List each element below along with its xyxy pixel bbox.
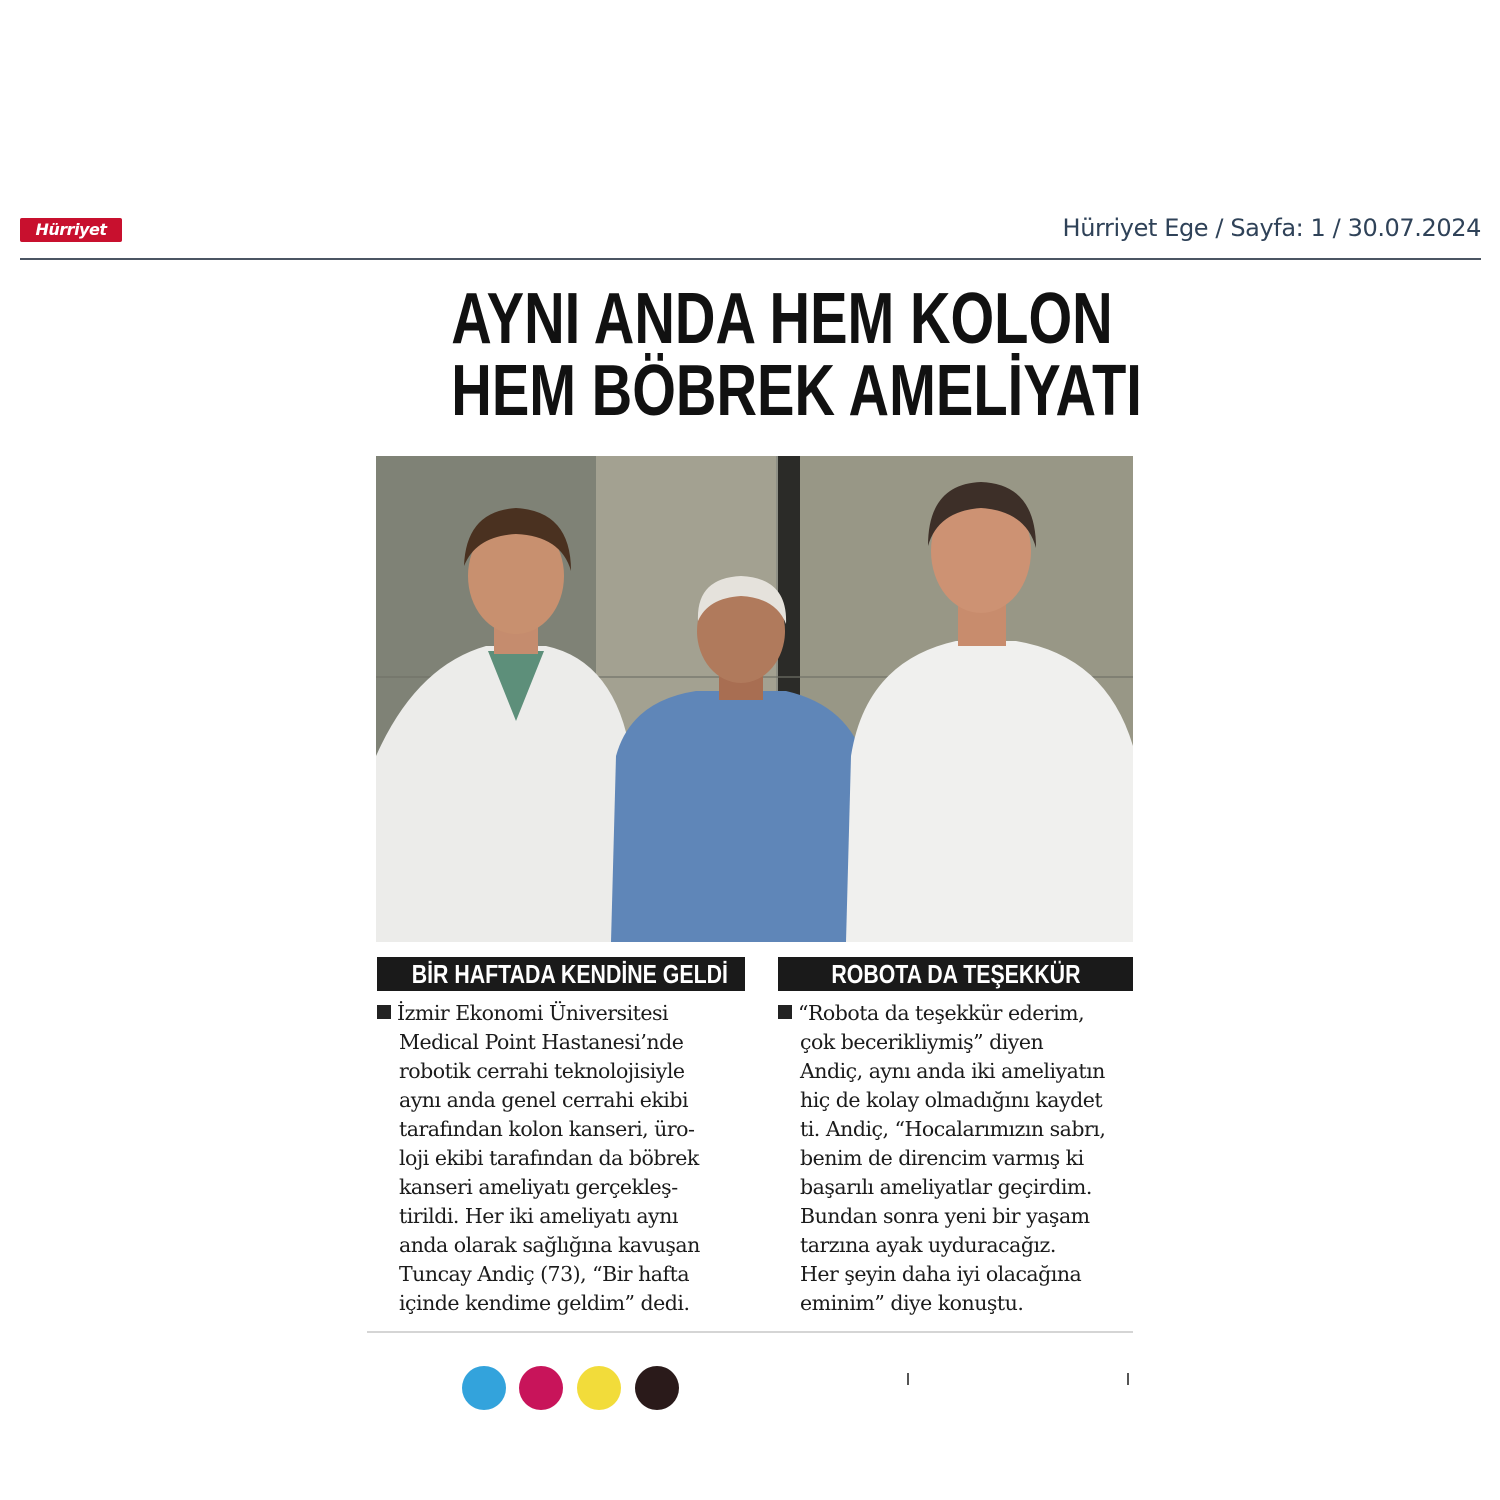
text-line: İzmir Ekonomi Üniversitesi: [377, 999, 747, 1028]
hurriyet-logo: Hürriyet: [20, 218, 122, 242]
text-line: hiç de kolay olmadığını kaydet: [800, 1088, 1103, 1112]
text-line: Tuncay Andiç (73), “Bir hafta: [399, 1262, 690, 1286]
text-line: benim de direncim varmış ki: [800, 1146, 1084, 1170]
text-line: içinde kendime geldim” dedi.: [399, 1291, 690, 1315]
article-headline: [451, 279, 1142, 431]
headline-line: AYNI ANDA HEM KOLON: [451, 279, 1113, 359]
text-line: çok becerikliymiş” diyen: [800, 1030, 1044, 1054]
text-line: Medical Point Hastanesi’nde: [399, 1030, 684, 1054]
column-subheading: BİR HAFTADA KENDİNE GELDİ: [377, 957, 745, 991]
text-line: loji ekibi tarafından da böbrek: [399, 1146, 699, 1170]
registration-mark-magenta: [519, 1366, 563, 1410]
text-line: tarafından kolon kanseri, üro-: [399, 1117, 695, 1141]
headline-line: HEM BÖBREK AMELİYATI: [451, 351, 1142, 431]
page-number: Sayfa: 1: [1230, 214, 1326, 242]
text-line: Andiç, aynı anda iki ameliyatın: [800, 1059, 1105, 1083]
text-line: başarılı ameliyatlar geçirdim.: [800, 1175, 1092, 1199]
meta-separator: /: [1208, 214, 1231, 242]
text-line: anda olarak sağlığına kavuşan: [399, 1233, 700, 1257]
registration-mark-yellow: [577, 1366, 621, 1410]
crop-mark: [1127, 1373, 1129, 1385]
text-line: tirildi. Her iki ameliyatı aynı: [399, 1204, 678, 1228]
clipping-bottom-rule: [367, 1331, 1133, 1333]
text-line: Her şeyin daha iyi olacağına: [800, 1262, 1082, 1286]
text-line: Bundan sonra yeni bir yaşam: [800, 1204, 1090, 1228]
text-line: ti. Andiç, “Hocalarımızın sabrı,: [800, 1117, 1106, 1141]
column-subheading: ROBOTA DA TEŞEKKÜR: [778, 957, 1133, 991]
text-line: “Robota da teşekkür ederim,: [778, 999, 1133, 1028]
meta-separator: /: [1325, 214, 1348, 242]
text-line: aynı anda genel cerrahi ekibi: [399, 1088, 689, 1112]
article-photo: [376, 456, 1133, 942]
registration-mark-black: [635, 1366, 679, 1410]
clipping-header: [20, 210, 1481, 260]
registration-mark-cyan: [462, 1366, 506, 1410]
text-line: robotik cerrahi teknolojisiyle: [399, 1059, 685, 1083]
clipping-meta: [1063, 214, 1481, 242]
photo-illustration: [376, 456, 1133, 942]
crop-mark: [907, 1373, 909, 1385]
header-rule: [20, 258, 1481, 260]
bullet-square-icon: [377, 1005, 391, 1019]
publication-date: 30.07.2024: [1347, 214, 1481, 242]
text-line: kanseri ameliyatı gerçekleş-: [399, 1175, 678, 1199]
article-column-right: [778, 999, 1133, 1318]
publication-name: Hürriyet Ege: [1062, 214, 1209, 242]
newspaper-clipping: [367, 279, 1142, 1383]
text-line: tarzına ayak uyduracağız.: [800, 1233, 1056, 1257]
bullet-square-icon: [778, 1005, 792, 1019]
text-line: eminim” diye konuştu.: [800, 1291, 1024, 1315]
article-column-left: [377, 999, 747, 1318]
